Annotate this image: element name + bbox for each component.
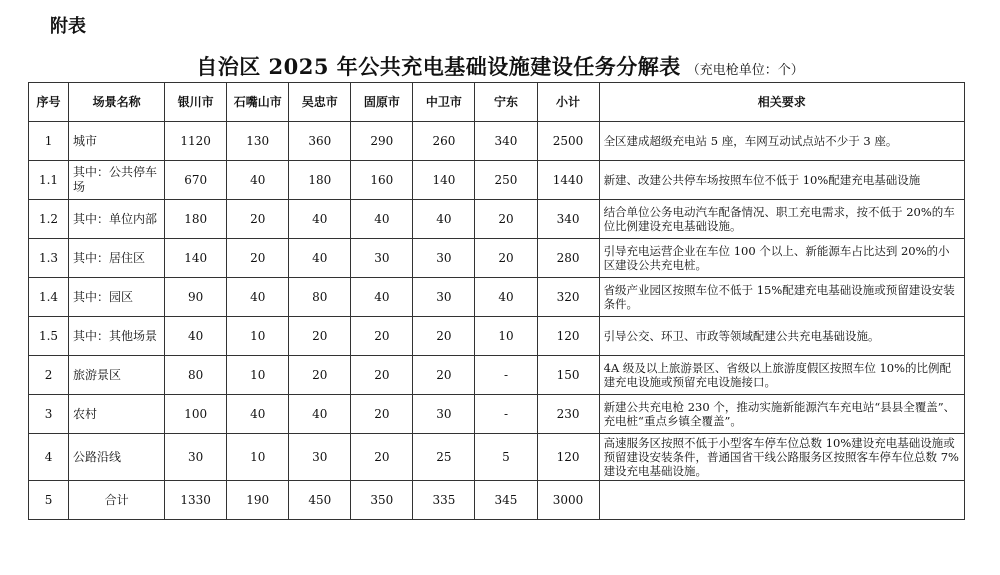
cell-shizuishan: 20 [227, 239, 289, 278]
cell-requirements: 全区建成超级充电站 5 座，车网互动试点站不少于 3 座。 [599, 122, 964, 161]
table-row [29, 278, 965, 317]
cell-subtotal: 2500 [537, 122, 599, 161]
cell-guyuan: 20 [351, 395, 413, 434]
cell-guyuan: 40 [351, 200, 413, 239]
cell-index: 3 [29, 395, 69, 434]
cell-scene: 城市 [69, 122, 165, 161]
task-table [28, 82, 965, 520]
cell-zhongwei: 20 [413, 317, 475, 356]
cell-ningdong: 5 [475, 434, 537, 481]
column-header-zhongwei: 中卫市 [413, 83, 475, 122]
cell-yinchuan: 1330 [165, 481, 227, 520]
cell-scene: 其中：园区 [69, 278, 165, 317]
cell-subtotal: 3000 [537, 481, 599, 520]
cell-subtotal: 320 [537, 278, 599, 317]
appendix-label: 附表 [50, 16, 86, 37]
cell-scene: 其中：居住区 [69, 239, 165, 278]
cell-shizuishan: 10 [227, 356, 289, 395]
cell-scene: 其中：公共停车场 [69, 161, 165, 200]
cell-yinchuan: 670 [165, 161, 227, 200]
cell-subtotal: 120 [537, 434, 599, 481]
table-row [29, 317, 965, 356]
cell-index: 2 [29, 356, 69, 395]
cell-ningdong: - [475, 356, 537, 395]
cell-subtotal: 280 [537, 239, 599, 278]
cell-requirements: 新建公共充电枪 230 个，推动实施新能源汽车充电站“县县全覆盖”、充电桩“重点乡镇全覆盖”。 [599, 395, 964, 434]
cell-guyuan: 20 [351, 317, 413, 356]
cell-yinchuan: 80 [165, 356, 227, 395]
title-row [0, 51, 1000, 81]
cell-requirements: 省级产业园区按照车位不低于 15%配建充电基础设施或预留建设安装条件。 [599, 278, 964, 317]
cell-subtotal: 120 [537, 317, 599, 356]
cell-scene: 其中：其他场景 [69, 317, 165, 356]
cell-index: 1.3 [29, 239, 69, 278]
cell-ningdong: 345 [475, 481, 537, 520]
table-row [29, 434, 965, 481]
cell-guyuan: 20 [351, 434, 413, 481]
cell-guyuan: 350 [351, 481, 413, 520]
cell-zhongwei: 30 [413, 239, 475, 278]
cell-requirements: 4A 级及以上旅游景区、省级以上旅游度假区按照车位 10%的比例配建充电设施或预留充电设施接口。 [599, 356, 964, 395]
table-row [29, 200, 965, 239]
table-row [29, 395, 965, 434]
cell-index: 1 [29, 122, 69, 161]
cell-yinchuan: 180 [165, 200, 227, 239]
cell-zhongwei: 140 [413, 161, 475, 200]
cell-requirements: 新建、改建公共停车场按照车位不低于 10%配建充电基础设施 [599, 161, 964, 200]
cell-scene: 其中：单位内部 [69, 200, 165, 239]
cell-ningdong: 40 [475, 278, 537, 317]
cell-zhongwei: 25 [413, 434, 475, 481]
column-header-subtotal: 小计 [537, 83, 599, 122]
unit-note: （充电枪单位：个） [686, 63, 804, 78]
cell-guyuan: 40 [351, 278, 413, 317]
cell-zhongwei: 40 [413, 200, 475, 239]
cell-guyuan: 30 [351, 239, 413, 278]
cell-zhongwei: 20 [413, 356, 475, 395]
cell-shizuishan: 40 [227, 278, 289, 317]
cell-guyuan: 20 [351, 356, 413, 395]
cell-yinchuan: 40 [165, 317, 227, 356]
cell-ningdong: 20 [475, 239, 537, 278]
cell-yinchuan: 140 [165, 239, 227, 278]
cell-yinchuan: 30 [165, 434, 227, 481]
cell-shizuishan: 40 [227, 161, 289, 200]
cell-subtotal: 150 [537, 356, 599, 395]
cell-ningdong: - [475, 395, 537, 434]
cell-yinchuan: 100 [165, 395, 227, 434]
cell-yinchuan: 90 [165, 278, 227, 317]
cell-scene: 旅游景区 [69, 356, 165, 395]
cell-requirements: 引导公交、环卫、市政等领域配建公共充电基础设施。 [599, 317, 964, 356]
cell-requirements: 结合单位公务电动汽车配备情况、职工充电需求，按不低于 20%的车位比例建设充电基础设施。 [599, 200, 964, 239]
column-header-requirements: 相关要求 [599, 83, 964, 122]
cell-requirements: 高速服务区按照不低于小型客车停车位总数 10%建设充电基础设施或预留建设安装条件，普通国省干线公路服务区按照客车停车位总数 7%建设充电基础设施。 [599, 434, 964, 481]
cell-guyuan: 290 [351, 122, 413, 161]
cell-wuzhong: 20 [289, 317, 351, 356]
table-row [29, 122, 965, 161]
cell-zhongwei: 260 [413, 122, 475, 161]
cell-zhongwei: 335 [413, 481, 475, 520]
cell-wuzhong: 40 [289, 395, 351, 434]
column-header-shizuishan: 石嘴山市 [227, 83, 289, 122]
cell-ningdong: 340 [475, 122, 537, 161]
cell-requirements: 引导充电运营企业在车位 100 个以上、新能源车占比达到 20%的小区建设公共充电桩。 [599, 239, 964, 278]
cell-zhongwei: 30 [413, 278, 475, 317]
table-row [29, 161, 965, 200]
cell-wuzhong: 80 [289, 278, 351, 317]
cell-index: 1.4 [29, 278, 69, 317]
cell-wuzhong: 20 [289, 356, 351, 395]
cell-wuzhong: 30 [289, 434, 351, 481]
cell-subtotal: 340 [537, 200, 599, 239]
cell-ningdong: 250 [475, 161, 537, 200]
cell-index: 1.2 [29, 200, 69, 239]
cell-shizuishan: 40 [227, 395, 289, 434]
cell-index: 5 [29, 481, 69, 520]
cell-wuzhong: 180 [289, 161, 351, 200]
cell-ningdong: 20 [475, 200, 537, 239]
page-title: 自治区 2025 年公共充电基础设施建设任务分解表 [196, 54, 681, 79]
table-row [29, 239, 965, 278]
cell-index: 1.1 [29, 161, 69, 200]
cell-shizuishan: 20 [227, 200, 289, 239]
cell-yinchuan: 1120 [165, 122, 227, 161]
cell-scene: 合计 [69, 481, 165, 520]
table-header-row [29, 83, 965, 122]
column-header-guyuan: 固原市 [351, 83, 413, 122]
cell-shizuishan: 130 [227, 122, 289, 161]
column-header-ningdong: 宁东 [475, 83, 537, 122]
cell-shizuishan: 190 [227, 481, 289, 520]
cell-wuzhong: 40 [289, 239, 351, 278]
cell-wuzhong: 360 [289, 122, 351, 161]
table-row [29, 481, 965, 520]
cell-subtotal: 1440 [537, 161, 599, 200]
table-row [29, 356, 965, 395]
cell-index: 1.5 [29, 317, 69, 356]
cell-ningdong: 10 [475, 317, 537, 356]
cell-requirements [599, 481, 964, 520]
column-header-scene: 场景名称 [69, 83, 165, 122]
column-header-yinchuan: 银川市 [165, 83, 227, 122]
cell-shizuishan: 10 [227, 434, 289, 481]
cell-scene: 农村 [69, 395, 165, 434]
cell-shizuishan: 10 [227, 317, 289, 356]
cell-zhongwei: 30 [413, 395, 475, 434]
cell-wuzhong: 450 [289, 481, 351, 520]
column-header-wuzhong: 吴忠市 [289, 83, 351, 122]
cell-subtotal: 230 [537, 395, 599, 434]
cell-guyuan: 160 [351, 161, 413, 200]
cell-index: 4 [29, 434, 69, 481]
cell-wuzhong: 40 [289, 200, 351, 239]
column-header-index: 序号 [29, 83, 69, 122]
cell-scene: 公路沿线 [69, 434, 165, 481]
